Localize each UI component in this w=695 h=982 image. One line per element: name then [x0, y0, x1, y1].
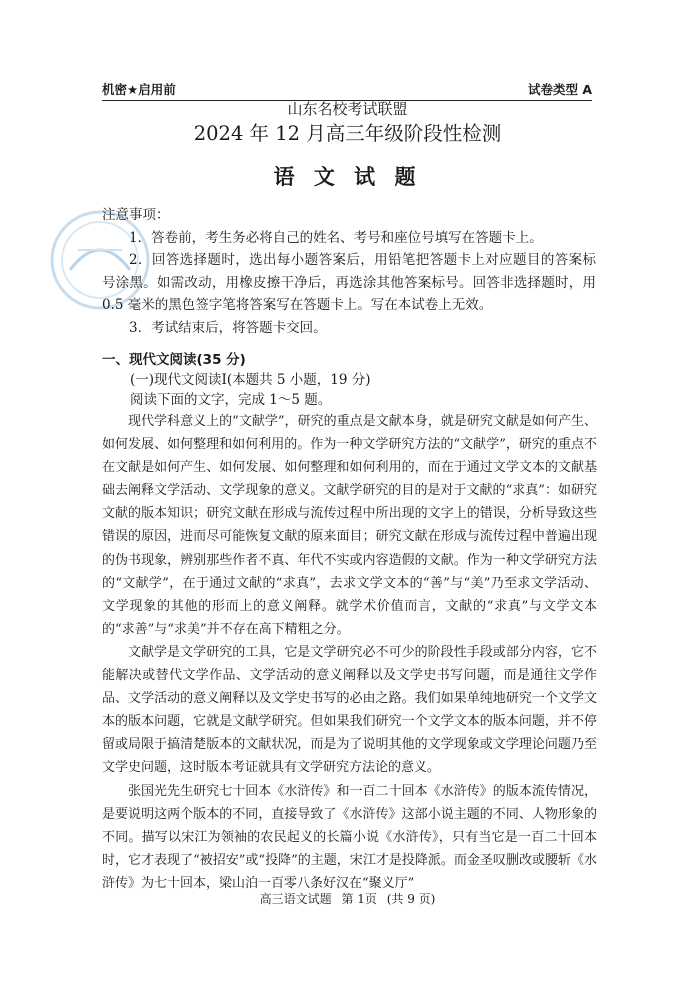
- passage-paragraph: 文献学是文学研究的工具，它是文学研究必不可少的阶段性手段或部分内容，它不能解决或替代文学作品、文学活动的意义阐释以及文学史书写问题，而是通往文学作品、文学活动的意义阐释以及文学史书写的必由之路。我们如果单纯地研究一个文学文本的版本问题，它就是文献学研究。但如果我们研究一个文学文本的版本问题，并不停留或局限于搞清楚版本的文献状况，而是为了说明其他的文学现象或文学理论问题乃至文学史问题，这时版本考证就具有文学研究方法论的意义。: [102, 644, 597, 776]
- exam-union: 山东名校考试联盟: [287, 100, 408, 118]
- note-item: 3．考试结束后，将答题卡交回。: [129, 319, 327, 336]
- reading-instruction: 阅读下面的文字，完成 1～5 题。: [130, 392, 332, 408]
- footer-page: 第 1页: [341, 892, 377, 906]
- note-item: 1．答卷前，考生务必将自己的姓名、考号和座位号填写在答题卡上。: [129, 229, 543, 246]
- section-subheading: (一)现代文阅读Ⅰ(本题共 5 小题，19 分): [130, 372, 371, 388]
- subject-title: 语 文 试 题: [273, 164, 422, 189]
- notes-heading: 注意事项：: [102, 207, 170, 223]
- passage-paragraph: 张国光先生研究七十回本《水浒传》和一百二十回本《水浒传》的版本流传情况，是要说明这两个版本的不同，直接导致了《水浒传》这部小说主题的不同、人物形象的不同。描写以宋江为领袖的农民起义的长篇小说《水浒传》，只有当它是一百二十回本时，它才表现了“被招安”或“投降”的主题，宋江才是投降派。而金圣叹删改或腰斩《水浒传》为七十回本，梁山泊一百零八条好汉在“聚义厅”: [102, 783, 597, 891]
- confidential-label: 机密★启用前: [102, 82, 176, 97]
- note-item: 2．回答选择题时，选出每小题答案后，用铅笔把答题卡上对应题目的答案标号涂黑。如需改动，用橡皮擦干净后，再选涂其他答案标号。回答非选择题时，用 0.5 毫米的黑色签字笔将答案写在答题卡上。写在本试卷上无效。: [102, 252, 596, 313]
- exam-title: 2024 年 12 月高三年级阶段性检测: [193, 122, 502, 145]
- footer-subject: 高三语文试题: [259, 892, 332, 906]
- page-footer: [0, 890, 695, 907]
- passage-paragraph: 现代学科意义上的“文献学”，研究的重点是文献本身，就是研究文献是如何产生、如何发展、如何整理和如何利用的。作为一种文学研究方法的“文献学”，研究的重点不在文献是如何产生、如何发展、如何整理和如何利用的，而在于通过文学文本的文献基础去阐释文学活动、文学现象的意义。文献学研究的目的是对于文献的“求真”：如研究文献的版本知识；研究文献在形成与流传过程中所出现的文字上的错误，分析导致这些错误的原因，进而尽可能恢复文献的原来面目；研究文献在形成与流传过程中普遍出现的伪书现象，辨别那些作者不真、年代不实或内容造假的文献。作为一种文学研究方法的“文献学”，在于通过文献的“求真”，去求文学文本的“善”与“美”乃至求文学活动、文学现象的其他的形而上的意义阐释。就学术价值而言，文献的“求真”与文学文本的“求善”与“求美”并不存在高下精粗之分。: [102, 414, 597, 637]
- section-heading: 一、现代文阅读(35 分): [102, 352, 246, 368]
- footer-total: (共 9 页): [386, 892, 436, 906]
- paper-type-label: 试卷类型 A: [527, 82, 592, 97]
- notes-block: [102, 204, 596, 339]
- reading-passage: [102, 410, 597, 895]
